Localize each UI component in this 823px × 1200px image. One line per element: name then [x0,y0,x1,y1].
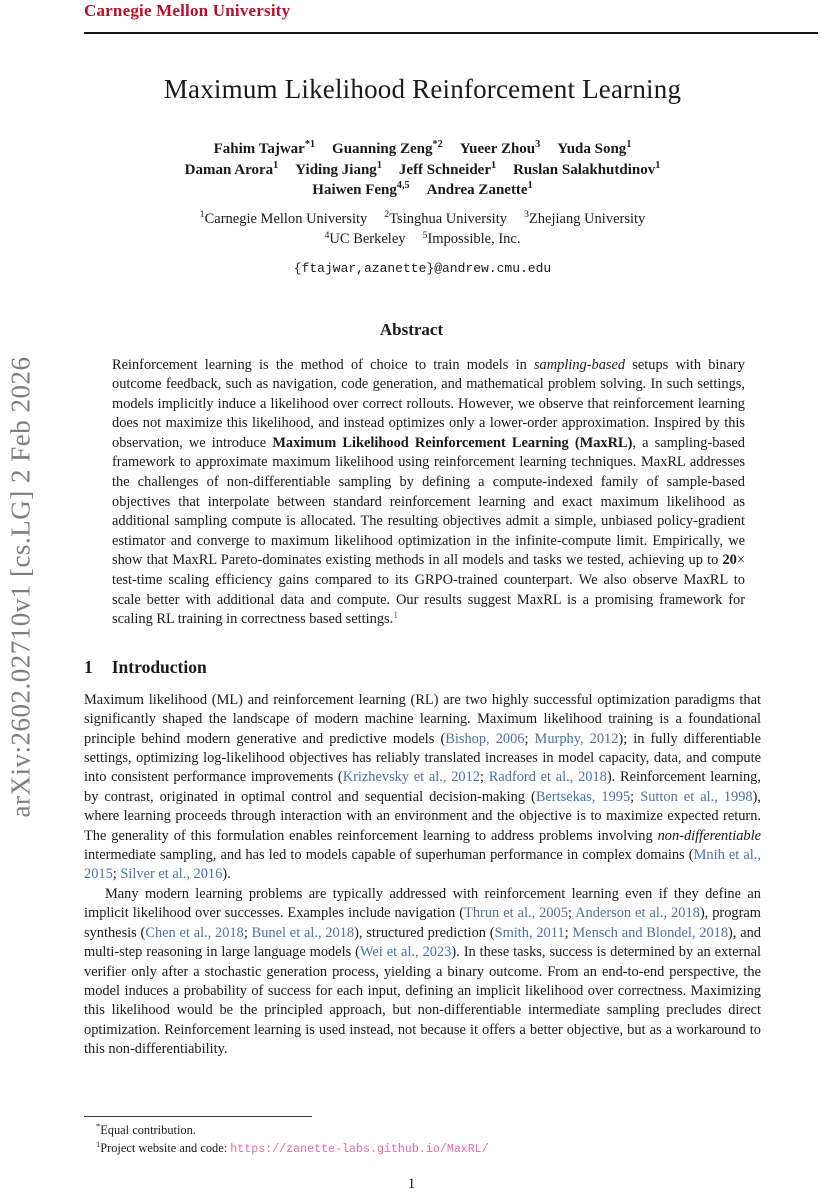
project-url-link[interactable]: https://zanette-labs.github.io/MaxRL/ [230,1142,489,1156]
affil-marker: 2 [384,209,390,221]
author-line [84,140,761,161]
text-run: ), and multi-step reasoning in large language models ( [84,924,762,961]
author-name: Haiwen Feng [312,182,397,198]
intro-paragraph-2 [84,885,761,1060]
author-affil-marker: *1 [304,139,316,151]
author-name: Guanning Zeng [332,141,433,157]
author-name: Fahim Tajwar [213,141,305,157]
author-affil-marker: *2 [432,139,443,151]
text-run: Project website and code: [100,1140,231,1155]
author-name: Yueer Zhou [459,141,536,157]
text-run: 20 [722,552,737,569]
intro-paragraph-1 [84,691,761,885]
text-run: ), program synthesis ( [84,905,761,941]
section-number: 1 [84,656,93,677]
author-affil-marker: 1 [626,139,632,151]
footnote-block [84,1116,761,1157]
footnote-marker: * [96,1121,101,1132]
text-run: Equal contribution. [100,1123,196,1137]
author-name: Jeff Schneider [398,161,491,178]
citation-link[interactable]: Wei et al., 2023 [359,944,452,961]
citation-link[interactable]: Smith, 2011 [494,924,565,941]
citation-link[interactable]: Chen et al., 2018 [145,924,244,941]
text-run: ; [564,924,573,941]
affiliation-line [84,210,761,231]
author-name: Ruslan Salakhutdinov [513,161,656,178]
text-run: Maximum likelihood (ML) and reinforcement learning (RL) are two highly successful optimization paradigms that significantly shaped the landscape of modern machine learning. Maximum likelihood training is a foundational principle behind modern generative and predictive models ( [84,691,761,747]
affiliation: Zhejiang University [528,210,646,227]
text-run: ). In these tasks, success is determined by an external verifier only after a stochastic generation process, yielding a binary outcome. From an end-to-end perspective, the model induces a probability of success for each input, defining an implicit likelihood over correctness. Maximizing this likelihood would be the principled approach, but non-differentiable intermediate sampling precludes direct optimization. Reinforcement learning is used instead, not because it offers a better objective, but as a workaround to this non-differentiability. [84,944,761,1058]
contact-email[interactable]: {ftajwar,azanette}@andrew.cmu.edu [293,260,552,276]
author-name: Yiding Jiang [295,161,377,178]
abstract-text [112,356,745,631]
text-run: ; [480,769,489,786]
author-name: Andrea Zanette [426,182,528,198]
text-run: ; [243,924,252,941]
cmu-logo: Carnegie Mellon University [84,1,291,20]
author-affil-marker: 1 [273,159,279,171]
affil-marker: 3 [524,209,529,221]
affiliation-line [84,230,761,251]
text-run: ). [222,866,231,883]
citation-link[interactable]: Murphy, 2012 [534,730,619,747]
citation-link[interactable]: Anderson et al., 2018 [575,905,700,922]
author-block [84,140,761,202]
footnote-equal-contribution [84,1123,761,1140]
text-run: ; [567,905,576,922]
text-run: Many modern learning problems are typically addressed with reinforcement learning even if they define an implicit likelihood over successes. Examples include navigation ( [84,885,761,922]
author-line [84,181,761,202]
footnote-ref[interactable]: 1 [393,609,399,621]
affiliation-block [84,210,761,251]
citation-link[interactable]: Radford et al., 2018 [488,769,607,786]
institution-header [84,0,818,34]
affiliation: UC Berkeley [329,231,406,247]
citation-link[interactable]: Sutton et al., 1998 [640,788,753,805]
text-run: ; [112,866,121,883]
text-run: × test-time scaling efficiency gains compared to its GRPO-trained counterpart. We also observe MaxRL to scale better with additional data and compute. Our results suggest MaxRL is a promising framework for scaling RL training in correctness based settings. [112,552,745,628]
affil-marker: 4 [324,229,330,241]
section-title: Introduction [111,656,207,677]
author-affil-marker: 1 [655,159,661,171]
citation-link[interactable]: Bertsekas, 1995 [535,788,631,805]
affiliation: Carnegie Mellon University [204,210,368,227]
footnote-marker: 1 [96,1138,101,1149]
page-number: 1 [407,1176,416,1192]
text-run: non-differentiable [657,827,761,844]
text-run: ; [524,730,535,747]
citation-link[interactable]: Mnih et al., 2015 [84,847,761,883]
author-line [84,161,761,182]
author-affil-marker: 3 [535,139,541,151]
citation-link[interactable]: Krizhevsky et al., 2012 [342,769,481,786]
abstract-section [0,320,823,631]
header-rule [84,32,818,34]
author-affil-marker: 1 [490,159,497,171]
affiliation: Impossible, Inc. [427,231,521,247]
citation-link[interactable]: Bishop, 2006 [445,730,525,747]
arxiv-watermark: arXiv:2602.02710v1 [cs.LG] 2 Feb 2026 [5,356,36,818]
footnote-project-website [84,1138,761,1158]
author-affil-marker: 4,5 [396,180,410,192]
citation-link[interactable]: Mensch and Blondel, 2018 [572,924,729,941]
text-run: setups with binary outcome feedback, such as navigation, code generation, and mathematical problem solving. In such settings, models implicitly induce a likelihood over correct rollouts. However, we observe that reinforcement learning does not maximize this likelihood, and instead optimizes only a lower-order approximation. Inspired by this observation, we introduce [112,356,745,451]
section-heading-introduction [84,657,761,678]
text-run: Reinforcement learning is the method of choice to train models in [112,356,534,373]
abstract-heading: Abstract [379,319,444,339]
author-affil-marker: 1 [376,159,382,171]
text-run: ; [630,788,641,805]
affiliation: Tsinghua University [389,210,507,227]
text-run: , a sampling-based framework to approximate maximum likelihood using reinforcement learning techniques. MaxRL addresses the challenges of non-differentiable sampling by defining a compute-indexed family of sample-based objectives that interpolate between standard reinforcement learning and exact maximum likelihood as additional sampling compute is allocated. The resulting objectives admit a simple, unbiased policy-gradient estimator and converge to maximum likelihood optimization in the infinite-compute limit. Empirically, we show that MaxRL Pareto-dominates existing methods in all models and tasks we tested, achieving up to [112,434,745,569]
text-run: ), where learning proceeds through interaction with an environment and the objective is to maximize expected return. The generality of this formulation enables reinforcement learning to address problems involving [84,788,761,844]
author-affil-marker: 1 [527,180,533,192]
text-run: sampling-based [533,356,626,373]
affil-marker: 1 [199,209,205,221]
paper-title: Maximum Likelihood Reinforcement Learning [163,74,682,104]
citation-link[interactable]: Bunel et al., 2018 [251,924,355,941]
text-run: ); in fully differentiable settings, optimizing log-likelihood objectives has reliably translated increases in model capacity, data, and compute into consistent performance improvements ( [84,730,761,786]
text-run: ). Reinforcement learning, by contrast, originated in optimal control and sequential decision-making ( [84,769,761,805]
footnote-rule [84,1116,312,1117]
text-run: Maximum Likelihood Reinforcement Learning (MaxRL) [272,434,633,451]
citation-link[interactable]: Silver et al., 2016 [120,866,223,883]
author-name: Yuda Song [557,141,627,157]
author-name: Daman Arora [184,161,274,178]
text-run: ), structured prediction ( [354,924,495,941]
citation-link[interactable]: Thrun et al., 2005 [464,905,568,922]
affil-marker: 5 [422,229,428,241]
text-run: intermediate sampling, and has led to models capable of superhuman performance in complex domains ( [84,847,694,864]
